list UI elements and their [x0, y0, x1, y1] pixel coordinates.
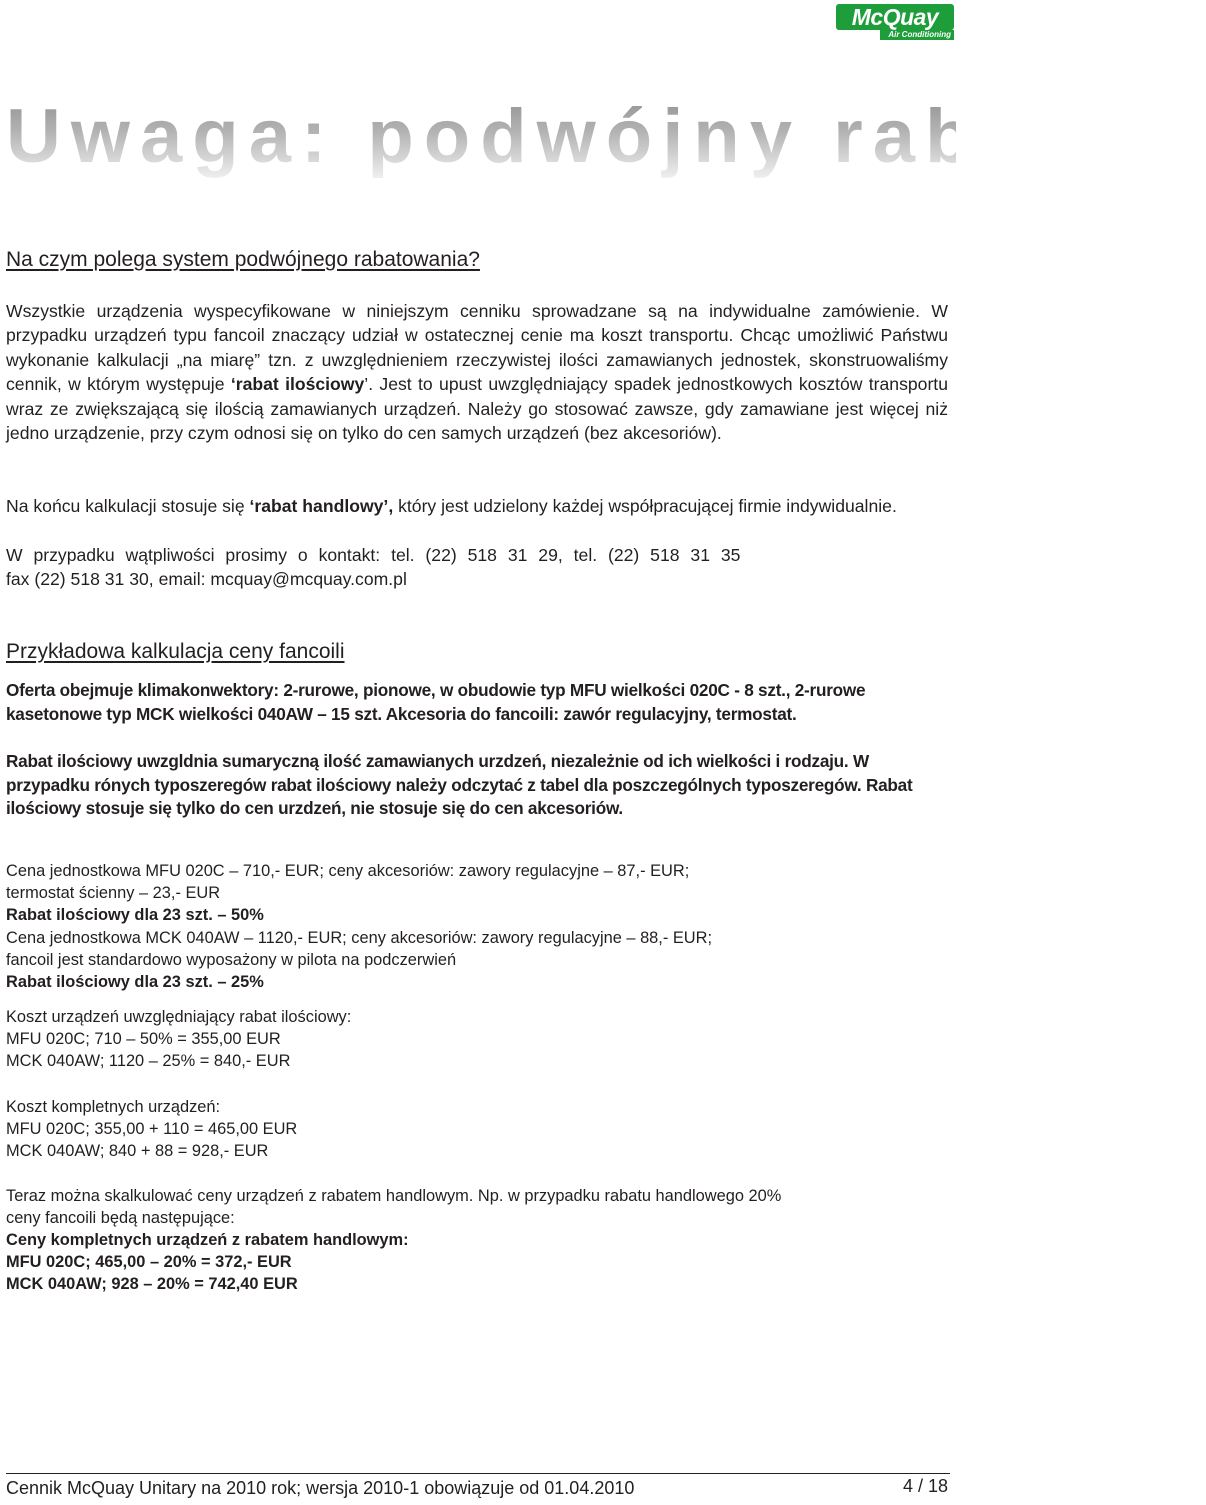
- price-line-termostat: termostat ścienny – 23,- EUR: [6, 884, 221, 902]
- banner-title: Uwaga: podwójny rabat !!!: [6, 92, 956, 182]
- page-number: 4 / 18: [902, 1476, 948, 1496]
- logo-subtitle: Air Conditioning: [880, 30, 954, 40]
- offer-paragraph: Oferta obejmuje klimakonwektory: 2-rurowe, pionowe, w obudowie typ MFU wielkości 020C - 8 szt., 2-rurowe kasetonowe typ MCK wielkości 040AW – 15 szt. Akcesoria do fancoili: zawór regulacyjny, termostat.: [6, 680, 866, 724]
- koszt-kompletny-mck: MCK 040AW; 840 + 88 = 928,- EUR: [6, 1142, 269, 1160]
- contact-line: W przypadku wątpliwości prosimy o kontakt: tel. (22) 518 31 29, tel. (22) 518 31 35: [6, 545, 741, 565]
- koszt-rabat-mck: MCK 040AW; 1120 – 25% = 840,- EUR: [6, 1052, 291, 1070]
- intro-text-a: Wszystkie urządzenia wyspecyfikowane w niniejszym cenniku sprowadzane są na indywidualne zamówienie. W przypadku urządzeń typu fancoil znaczący udział w ostatecznej cenie ma koszt transportu. Chcąc umożliwić Państwu wykonanie kalkulacji „na miarę” tzn. z uwzględnieniem rzeczywistej ilości zamawianych jednostek, skonstruowaliśmy cennik, w którym występuje: [6, 301, 948, 395]
- handlowy-paragraph: [6, 494, 948, 518]
- koszt-kompletny-mfu: MFU 020C; 355,00 + 110 = 465,00 EUR: [6, 1120, 298, 1138]
- pilot-line: fancoil jest standardowo wyposażony w pilota na podczerwień: [6, 951, 457, 969]
- fax-email-line: fax (22) 518 31 30, email: mcquay@mcquay.com.pl: [6, 569, 407, 589]
- intro-text-b: ’. Jest to upust uwzględniający spadek jednostkowych kosztów transportu wraz ze zwiększającą się ilością zamawianych urządzeń. Należy go stosować zawsze, gdy zamawiane jest więcej niż jedno urządzenie, przy czym odnosi się on tylko do cen samych urządzeń (bez akcesoriów).: [6, 374, 948, 444]
- intro-paragraph: [6, 299, 948, 445]
- handlowy-text-b: który jest udzielony każdej współpracującej firmie indywidualnie.: [393, 496, 897, 516]
- section-heading-system: Na czym polega system podwójnego rabatowania?: [6, 248, 480, 271]
- footer-divider: [6, 1473, 950, 1474]
- koszt-rabat-heading: Koszt urządzeń uwzględniający rabat ilościowy:: [6, 1008, 352, 1026]
- ceny-handlowe-mfu: MFU 020C; 465,00 – 20% = 372,- EUR: [6, 1253, 292, 1271]
- price-line-mck: Cena jednostkowa MCK 040AW – 1120,- EUR; ceny akcesoriów: zawory regulacyjne – 88,- EUR;: [6, 929, 713, 947]
- rabat-line-mfu: Rabat ilościowy dla 23 szt. – 50%: [6, 906, 264, 924]
- price-line-mfu: Cena jednostkowa MFU 020C – 710,- EUR; ceny akcesoriów: zawory regulacyjne – 87,- EUR;: [6, 862, 690, 880]
- logo-name: McQuay: [836, 4, 954, 30]
- rabat-line-mck: Rabat ilościowy dla 23 szt. – 25%: [6, 973, 264, 991]
- section-heading-example: Przykładowa kalkulacja ceny fancoili: [6, 640, 345, 663]
- handlowy-intro-line: Teraz można skalkulować ceny urządzeń z rabatem handlowym. Np. w przypadku rabatu handlowego 20%: [6, 1187, 782, 1205]
- handlowy-text-a: Na końcu kalkulacji stosuje się: [6, 496, 250, 516]
- koszt-rabat-mfu: MFU 020C; 710 – 50% = 355,00 EUR: [6, 1030, 281, 1048]
- handlowy-bold: ‘rabat handlowy’,: [249, 496, 394, 516]
- footer-text: Cennik McQuay Unitary na 2010 rok; wersja 2010-1 obowiązuje od 01.04.2010: [6, 1478, 635, 1498]
- mcquay-logo: [836, 4, 954, 40]
- ceny-handlowe-heading: Ceny kompletnych urządzeń z rabatem handlowym:: [6, 1231, 409, 1249]
- intro-bold-rabat-ilosciowy: ‘rabat ilościowy: [230, 374, 365, 395]
- ceny-handlowe-mck: MCK 040AW; 928 – 20% = 742,40 EUR: [6, 1275, 298, 1293]
- rabat-note-paragraph: Rabat ilościowy uwzgldnia sumaryczną ilość zamawianych urzdzeń, niezależnie od ich wielkości i rodzaju. W przypadku rónych typoszeregów rabat ilościowy należy odczytać z tabel dla poszczególnych typoszeregów. Rabat ilościowy stosuje się tylko do cen urzdzeń, nie stosuje się do cen akcesoriów.: [6, 751, 913, 818]
- handlowy-intro-line-2: ceny fancoili będą następujące:: [6, 1209, 235, 1227]
- koszt-kompletny-heading: Koszt kompletnych urządzeń:: [6, 1098, 221, 1116]
